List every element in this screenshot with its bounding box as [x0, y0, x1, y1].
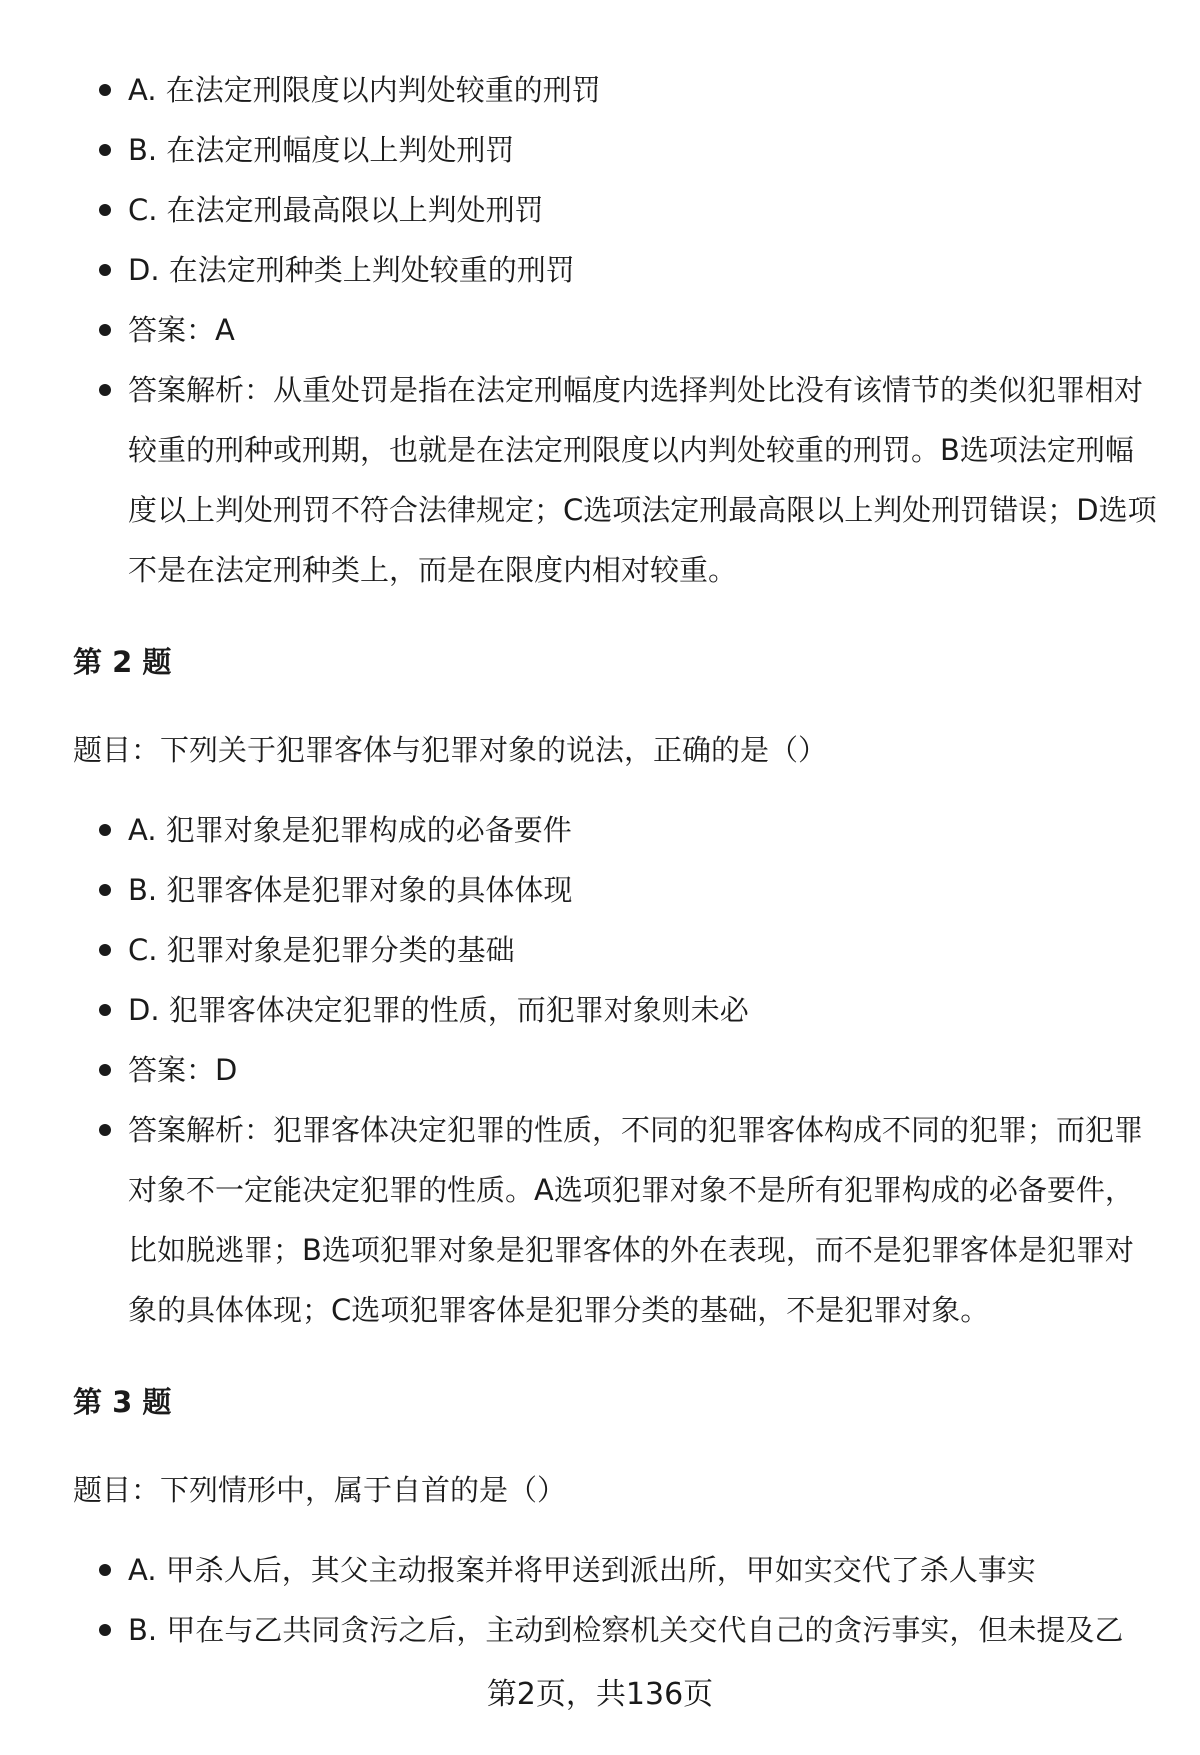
q1-options-list [73, 60, 1158, 600]
q2-option-a: A. 犯罪对象是犯罪构成的必备要件 [73, 800, 1158, 860]
q1-option-a: A. 在法定刑限度以内判处较重的刑罚 [73, 60, 1158, 120]
q2-option-d: D. 犯罪客体决定犯罪的性质，而犯罪对象则未必 [73, 980, 1158, 1040]
q2-option-c: C. 犯罪对象是犯罪分类的基础 [73, 920, 1158, 980]
q3-heading: 第 3 题 [73, 1385, 172, 1419]
q3-option-a: A. 甲杀人后，其父主动报案并将甲送到派出所，甲如实交代了杀人事实 [73, 1540, 1158, 1600]
q2-option-b: B. 犯罪客体是犯罪对象的具体体现 [73, 860, 1158, 920]
q2-options-list [73, 800, 1158, 1340]
q2-question: 题目：下列关于犯罪客体与犯罪对象的说法，正确的是（） [73, 733, 828, 767]
q3-option-b: B. 甲在与乙共同贪污之后，主动到检察机关交代自己的贪污事实，但未提及乙 [73, 1600, 1158, 1660]
page-footer: 第2页，共136页 [486, 1677, 714, 1712]
q1-answer: 答案：A [73, 300, 1158, 360]
q1-option-d: D. 在法定刑种类上判处较重的刑罚 [73, 240, 1158, 300]
q1-option-b: B. 在法定刑幅度以上判处刑罚 [73, 120, 1158, 180]
q2-explanation: 答案解析：犯罪客体决定犯罪的性质，不同的犯罪客体构成不同的犯罪；而犯罪对象不一定能决定犯罪的性质。A选项犯罪对象不是所有犯罪构成的必备要件，比如脱逃罪；B选项犯罪对象是犯罪客体的外在表现，而不是犯罪客体是犯罪对象的具体体现；C选项犯罪客体是犯罪分类的基础，不是犯罪对象。 [73, 1100, 1158, 1340]
q2-answer: 答案：D [73, 1040, 1158, 1100]
q1-option-c: C. 在法定刑最高限以上判处刑罚 [73, 180, 1158, 240]
q3-options-list [73, 1540, 1158, 1660]
q1-explanation: 答案解析：从重处罚是指在法定刑幅度内选择判处比没有该情节的类似犯罪相对较重的刑种或刑期，也就是在法定刑限度以内判处较重的刑罚。B选项法定刑幅度以上判处刑罚不符合法律规定；C选项法定刑最高限以上判处刑罚错误；D选项不是在法定刑种类上，而是在限度内相对较重。 [73, 360, 1158, 600]
document-page [73, 60, 1158, 1660]
q2-heading: 第 2 题 [73, 645, 172, 679]
q3-question: 题目：下列情形中，属于自首的是（） [73, 1473, 567, 1507]
